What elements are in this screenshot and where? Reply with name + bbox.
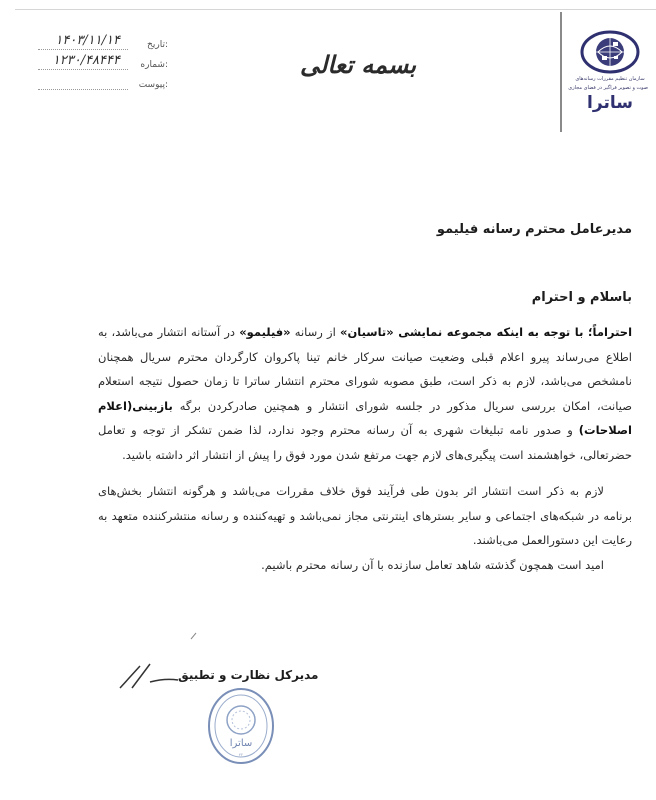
signature-icon <box>110 660 180 690</box>
review-term: بازبینی(اعلام اصلاحات) <box>98 398 632 437</box>
paragraph-1-mid: از رسانه <box>290 325 341 339</box>
date-label: :تاریخ <box>147 40 168 50</box>
organization-subtitle-line2: صوت و تصویر فراگیر در فضای مجازی <box>568 85 648 91</box>
official-stamp-icon <box>206 686 276 766</box>
eye-globe-emblem-icon <box>580 30 640 74</box>
attachment-row <box>38 70 168 90</box>
number-value: ۱۲۳۰/۴۸۴۴۴ <box>52 53 120 68</box>
pen-mark-icon <box>190 632 198 640</box>
svg-text:ساترا: ساترا <box>229 738 253 749</box>
date-value: ۱۴۰۳/۱۱/۱۴ <box>55 33 120 48</box>
series-name: «تاسیان» <box>340 325 394 339</box>
organization-name: ساترا <box>587 93 633 113</box>
addressee: مدیرعامل محترم رسانه فیلیمو <box>436 222 632 237</box>
paragraph-1-rest: در آستانه انتشار می‌باشد، به اطلاع می‌رساند پیرو اعلام قبلی وضعیت صیانت سرکار خانم تینا پاکروان کارگردان محترم سریال همچنان نامشخص می‌باشد، لازم به ذکر است، طبق مصوبه شورای محترم انتشار ساترا تا زمان حصول نتیجه استعلام صیانت، امکان بررسی سریال مذکور در جلسه شورای انتشار و همچنین صادرکردن برگه <box>98 325 632 413</box>
svg-text:۴۲: ۴۲ <box>238 752 244 757</box>
platform-name: «فیلیمو» <box>239 325 291 339</box>
organization-logo <box>568 30 648 113</box>
organization-subtitle-line1: سازمان تنظیم مقررات رسانه‌های <box>575 76 645 82</box>
letter-meta <box>38 30 168 90</box>
paragraph-1-intro: احتراماً؛ با توجه به اینکه مجموعه نمایشی <box>393 325 633 339</box>
letter-body <box>98 320 632 577</box>
signer-title: مدیرکل نظارت و تطبیق <box>178 668 319 682</box>
attachment-label: :پیوست <box>138 80 168 90</box>
greeting: باسلام و احترام <box>531 290 632 305</box>
invocation-heading: بسمه تعالی <box>300 50 417 79</box>
paragraph-1 <box>98 320 632 467</box>
number-label: :شماره <box>140 60 168 70</box>
date-row <box>38 30 168 50</box>
paragraph-1-end: و صدور نامه تبلیغات شهری به آن رسانه محترم وجود ندارد، لذا ضمن تشکر از توجه و تعامل حضرتعالی، خواهشمند است پیگیری‌های لازم جهت مرتفع شدن مورد فوق را پیش از انتشار اثر داشته باشید. <box>98 423 632 462</box>
closing-sentence: امید است همچون گذشته شاهد تعامل سازنده با آن رسانه محترم باشیم. <box>261 557 604 572</box>
top-border-rule <box>15 9 656 10</box>
number-row <box>38 50 168 70</box>
header-divider <box>560 12 562 132</box>
paragraph-2: لازم به ذکر است انتشار اثر بدون طی فرآیند فوق خلاف مقررات می‌باشد و هرگونه انتشار بخش‌های برنامه در شبکه‌های اجتماعی و سایر بسترهای اینترنتی مجاز نمی‌باشد و تهیه‌کننده و رسانه منتشرکننده متعهد به رعایت این دستورالعمل می‌باشند. <box>98 484 632 547</box>
